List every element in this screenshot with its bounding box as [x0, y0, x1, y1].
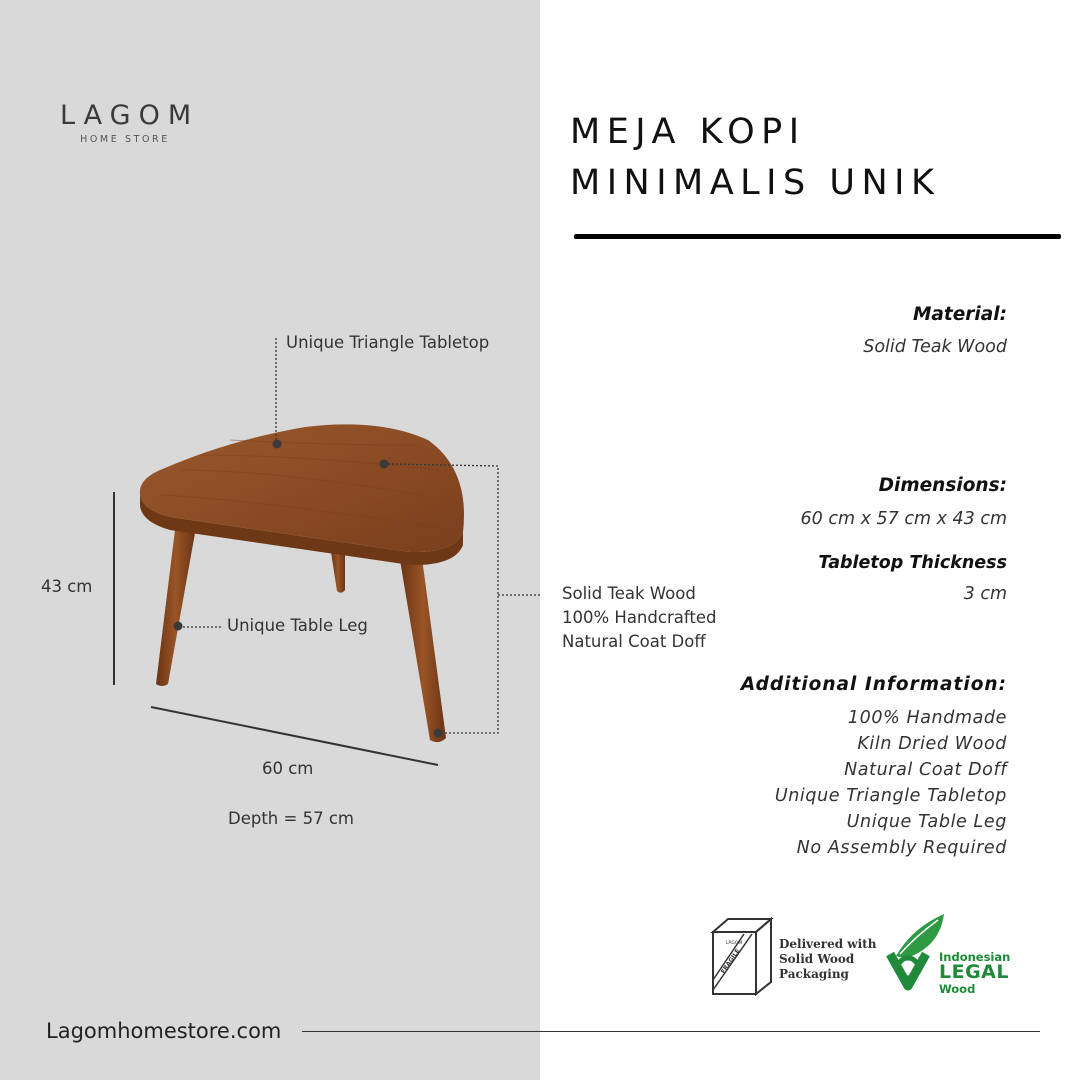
- material-value: Solid Teak Wood: [863, 337, 1007, 357]
- dimensions-value: 60 cm x 57 cm x 43 cm: [800, 509, 1007, 529]
- brand-tagline: HOME STORE: [80, 134, 170, 145]
- legal-wood-line-2: LEGAL: [939, 961, 1009, 983]
- depth-label: Depth = 57 cm: [228, 809, 354, 828]
- box-brand-text: LAGOM: [725, 941, 743, 946]
- height-label: 43 cm: [41, 577, 93, 596]
- table-back-leg: [331, 552, 345, 593]
- box-fragile-text: FRAGILE: [719, 947, 742, 976]
- legal-wood-line-3: Wood: [939, 982, 976, 996]
- wood-callout-line-3: Natural Coat Doff: [562, 632, 706, 651]
- legal-wood-leaf-icon: [886, 910, 946, 992]
- packaging-box-icon: [708, 914, 778, 998]
- additional-info-item: 100% Handmade: [847, 708, 1007, 728]
- packaging-line-3: Packaging: [779, 967, 849, 981]
- additional-info-item: Kiln Dried Wood: [857, 734, 1007, 754]
- table-left-leg: [156, 530, 195, 686]
- wood-callout-line-2: 100% Handcrafted: [562, 608, 717, 627]
- legal-wood-line-1: Indonesian: [939, 950, 1011, 964]
- additional-info-item: Unique Table Leg: [846, 812, 1007, 832]
- thickness-value: 3 cm: [963, 584, 1007, 604]
- footer-divider: [302, 1031, 1040, 1032]
- brand-logo: LAGOM: [60, 100, 200, 131]
- additional-info-list: [775, 705, 1007, 861]
- leg-callout-dot: [174, 622, 183, 631]
- product-title-line-2: MINIMALIS UNIK: [570, 163, 941, 203]
- thickness-label: Tabletop Thickness: [818, 553, 1007, 573]
- additional-info-item: Natural Coat Doff: [844, 760, 1007, 780]
- material-label: Material:: [913, 304, 1007, 325]
- wood-callout-line-1: Solid Teak Wood: [562, 584, 696, 603]
- dimensions-label: Dimensions:: [878, 475, 1007, 496]
- tabletop-callout-dot: [273, 440, 282, 449]
- website-link[interactable]: Lagomhomestore.com: [46, 1019, 282, 1043]
- leg-callout-label: Unique Table Leg: [227, 616, 368, 635]
- width-label: 60 cm: [262, 759, 314, 778]
- additional-info-item: Unique Triangle Tabletop: [774, 786, 1007, 806]
- wood-callout-dot-top: [380, 460, 389, 469]
- width-dimension-line: [151, 707, 438, 765]
- packaging-line-2: Solid Wood: [779, 952, 855, 966]
- tabletop-callout-label: Unique Triangle Tabletop: [286, 333, 490, 352]
- product-title-line-1: MEJA KOPI: [570, 112, 806, 152]
- table-front-leg: [400, 558, 446, 742]
- title-underline: [574, 234, 1061, 239]
- wood-callout-dot-bottom: [434, 729, 443, 738]
- additional-info-item: No Assembly Required: [796, 838, 1007, 858]
- additional-info-label: Additional Information:: [740, 674, 1007, 695]
- packaging-line-1: Delivered with: [779, 937, 877, 951]
